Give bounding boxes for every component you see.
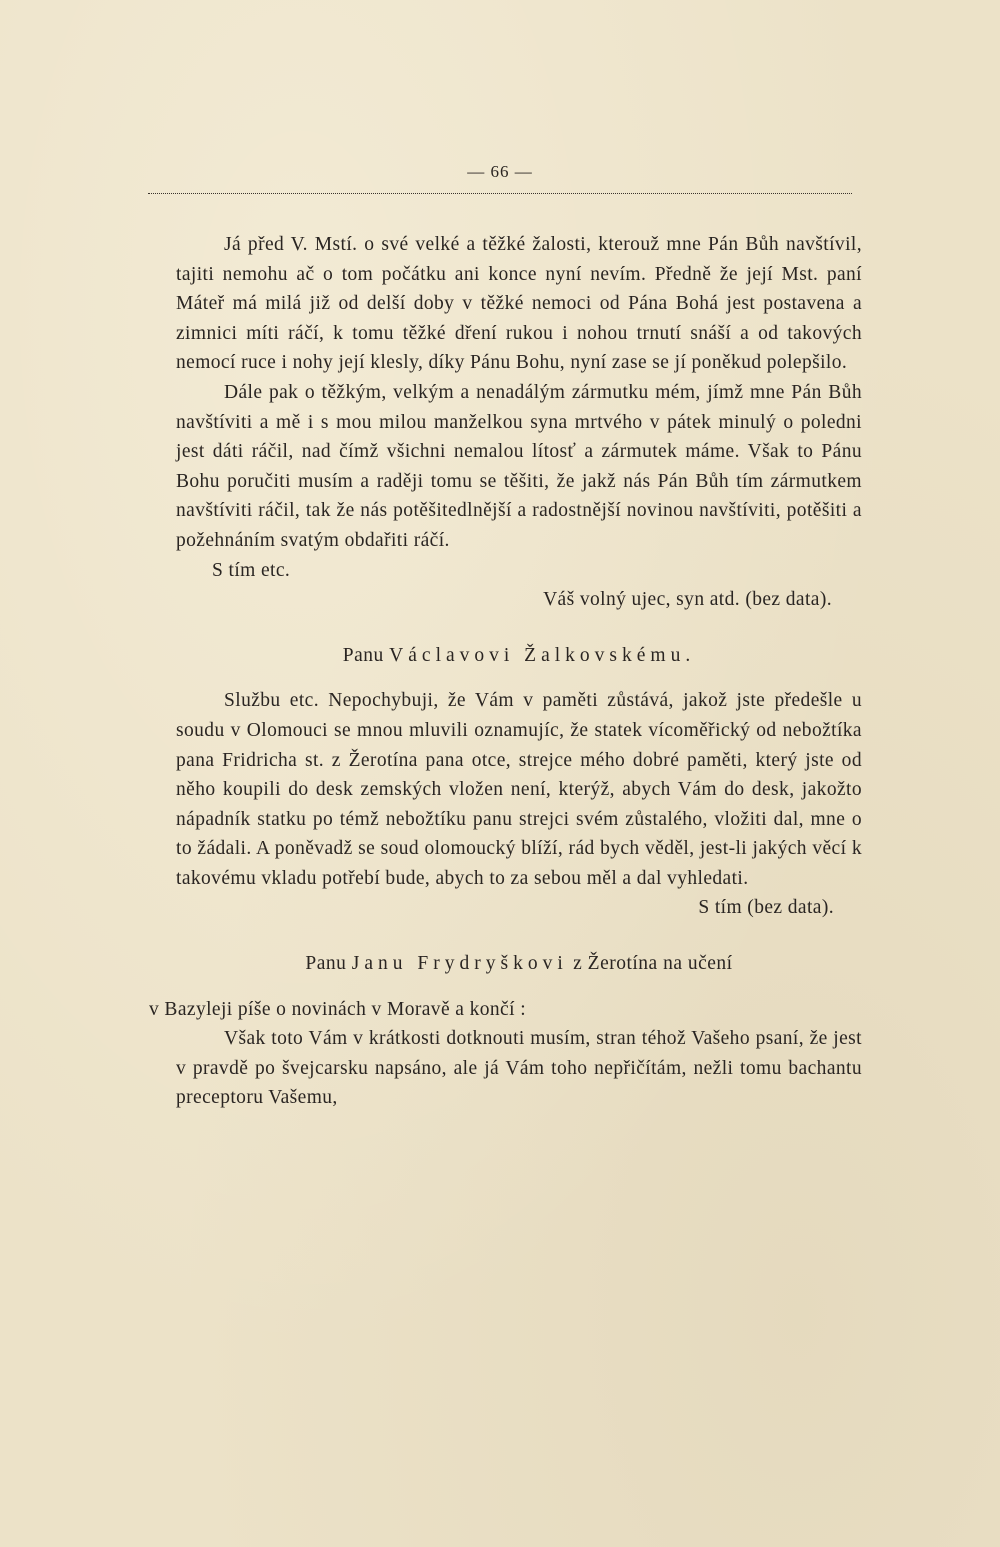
letter2-paragraph: Službu etc. Nepochybuji, že Vám v paměti zůstává, jakož jste předešle u soudu v Olomouci se mnou mluvili oznamujíc, že statek vícoměřický od nebožtíka pana Fridricha st. z Žerotína pana otce, strejce mého dobré paměti, který jste od něho koupili do desk zemských vložen není, kterýž, abych Vám do desk, jakožto nápadník statku po témž nebožtíku panu strejci svém zůstalého, vložiti dal, mne o to žádali. A poněvadž se soud olomoucký blíží, rád bych věděl, jest-li jakých věcí k takovému vkladu potřebí bude, abych to za sebou měl a dal vyhledati. (176, 690, 862, 889)
letter1-signature: Váš volný ujec, syn atd. (bez data). (543, 589, 832, 611)
section-gap (176, 670, 862, 686)
section-gap (176, 923, 862, 949)
letter3-heading-suffix: z Žerotína na učení (573, 953, 733, 975)
letter3-heading-name: Janu Frydryškovi (351, 953, 568, 975)
letter1-paragraph2: Dále pak o těžkým, velkým a nenadálým zármutku mém, jímž mne Pán Bůh navštíviti a mě i s mou milou manželkou syna mrtvého v pátek minulý o poledni jest dáti ráčil, nad čímž všichni nemalou lítosť a zármutek máme. Však to Pánu Bohu poručiti musím a raději tomu se těšiti, že jakž nás Pán Bůh tím zármutkem navštíviti ráčil, tak že nás potěšitedlnější a radostnější novinou navštíviti, potěšiti a požehnáním svatým obdařiti ráčí. (176, 381, 862, 551)
header-rule (148, 193, 852, 194)
letter3-paragraph: Však toto Vám v krátkosti dotknouti musím, stran téhož Vašeho psaní, že jest v pravdě po švejcarsku napsáno, ale já Vám toho nepřičítám, nežli tomu bachantu preceptoru Vašemu, (176, 1028, 862, 1109)
letter2-heading-name: Václavovi Žalkovskému. (389, 644, 696, 666)
letter1-closing: S tím etc. (212, 559, 291, 581)
section-gap (176, 979, 862, 995)
letter2-heading-prefix: Panu (342, 644, 384, 666)
body-text (149, 230, 862, 1113)
letter3-intro: v Bazyleji píše o novinách v Moravě a končí : (149, 998, 527, 1020)
letter3-heading (176, 949, 862, 979)
letter2-closing: S tím (bez data). (698, 897, 834, 919)
letter3-heading-prefix: Panu (305, 953, 347, 975)
letter1-paragraph1: Já před V. Mstí. o své velké a těžké žalosti, kterouž mne Pán Bůh navštívil, tajiti nemohu ač o tom počátku ani konce nyní nevím. Předně že její Mst. paní Máteř má milá již od delší doby v těžké nemoci od Pána Bohá jest postavena a zimnici míti ráčí, k tomu těžké dření rukou i nohou trnutí snáší a od takových nemocí ruce i nohy její klesly, díky Pánu Bohu, nyní zase se jí poněkud polepšilo. (176, 234, 862, 374)
page-number: — 66 — (467, 162, 533, 181)
section-gap (176, 615, 862, 641)
letter2-heading (176, 641, 862, 671)
